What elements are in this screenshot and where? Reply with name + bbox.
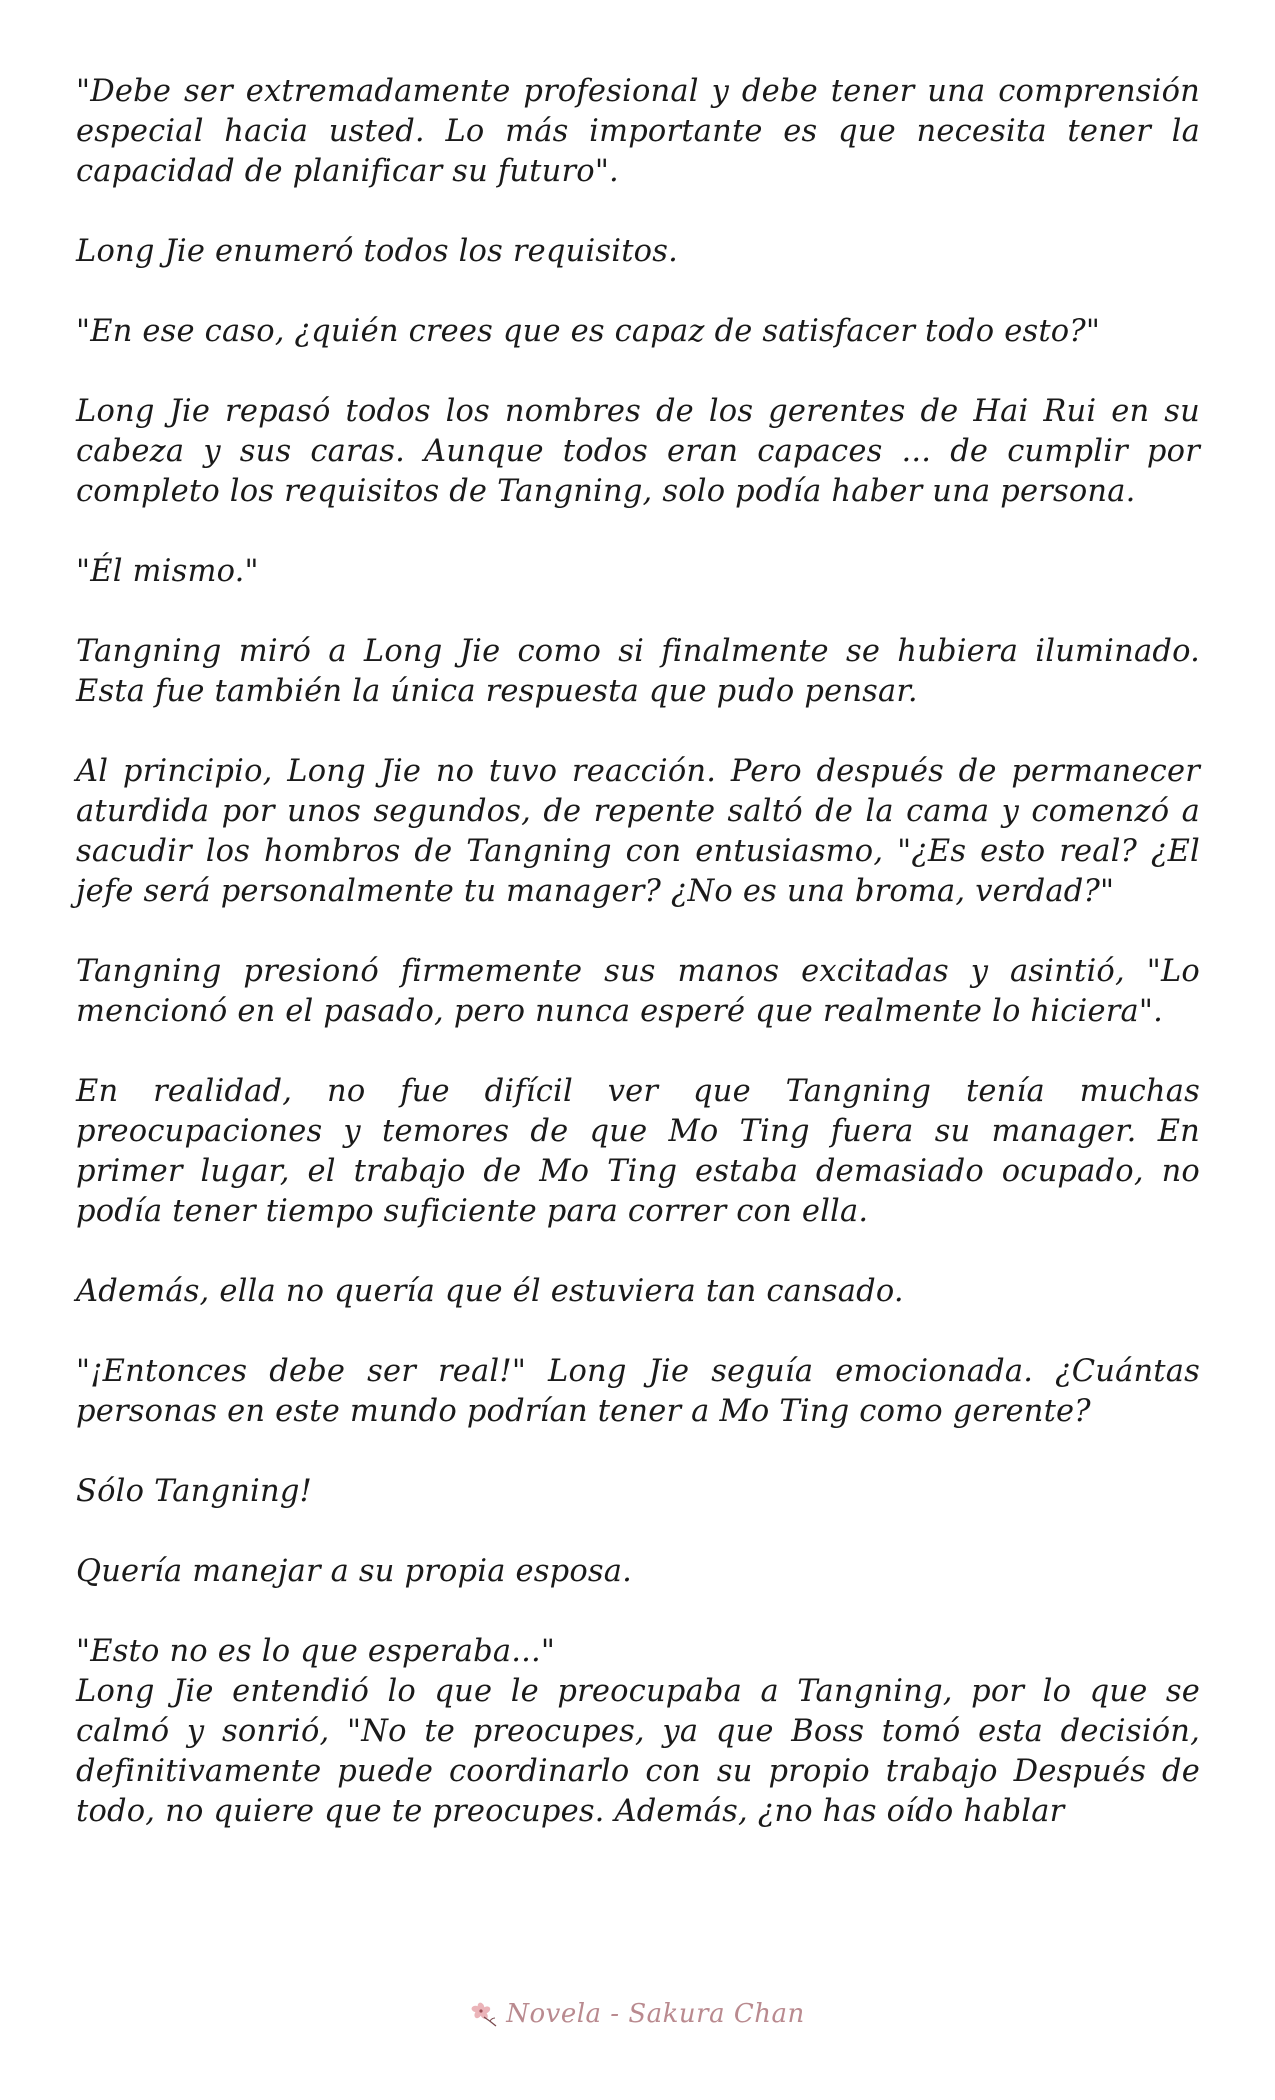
paragraph: Al principio, Long Jie no tuvo reacción. Pero después de permanecer aturdida por unos segundos, de repente saltó de la cama y comenzó a sacudir los hombros de Tangning con entusiasmo, "¿Es esto real? ¿El jefe será personalmente tu manager? ¿No es una broma, verdad?": [76, 754, 1200, 909]
sakura-flower-icon: [470, 1999, 500, 2029]
paragraph: En realidad, no fue difícil ver que Tangning tenía muchas preocupaciones y temores de que Mo Ting fuera su manager. En primer lugar, el trabajo de Mo Ting estaba demasiado ocupado, no podía tener tiempo suficiente para correr con ella.: [76, 1074, 1200, 1229]
footer-watermark: [0, 1994, 1275, 2034]
paragraph: "En ese caso, ¿quién crees que es capaz de satisfacer todo esto?": [76, 314, 1101, 349]
paragraph: "Esto no es lo que esperaba...": [76, 1634, 556, 1669]
watermark-text: Novela - Sakura Chan: [506, 1999, 805, 2029]
paragraph: Quería manejar a su propia esposa.: [76, 1554, 633, 1589]
paragraph: Tangning miró a Long Jie como si finalmente se hubiera iluminado. Esta fue también la única respuesta que pudo pensar.: [76, 634, 1200, 709]
paragraph: Long Jie enumeró todos los requisitos.: [76, 234, 678, 269]
paragraph: Sólo Tangning!: [76, 1474, 313, 1509]
paragraph: "¡Entonces debe ser real!" Long Jie seguía emocionada. ¿Cuántas personas en este mundo podrían tener a Mo Ting como gerente?: [76, 1354, 1200, 1429]
watermark-group: [470, 1999, 805, 2029]
paragraph: "Él mismo.": [76, 554, 259, 589]
paragraph: Además, ella no quería que él estuviera tan cansado.: [76, 1274, 904, 1309]
document-body: [76, 72, 1200, 1832]
paragraph: Tangning presionó firmemente sus manos excitadas y asintió, "Lo mencionó en el pasado, pero nunca esperé que realmente lo hiciera".: [76, 954, 1200, 1029]
paragraph: "Debe ser extremadamente profesional y debe tener una comprensión especial hacia usted. Lo más importante es que necesita tener la capacidad de planificar su futuro".: [76, 74, 1200, 189]
paragraph: Long Jie entendió lo que le preocupaba a Tangning, por lo que se calmó y sonrió, "No te preocupes, ya que Boss tomó esta decisión, definitivamente puede coordinarlo con su propio trabajo Después de todo, no quiere que te preocupes. Además, ¿no has oído hablar: [76, 1674, 1200, 1829]
paragraph: Long Jie repasó todos los nombres de los gerentes de Hai Rui en su cabeza y sus caras. Aunque todos eran capaces ... de cumplir por completo los requisitos de Tangning, solo podía haber una persona.: [76, 394, 1200, 509]
